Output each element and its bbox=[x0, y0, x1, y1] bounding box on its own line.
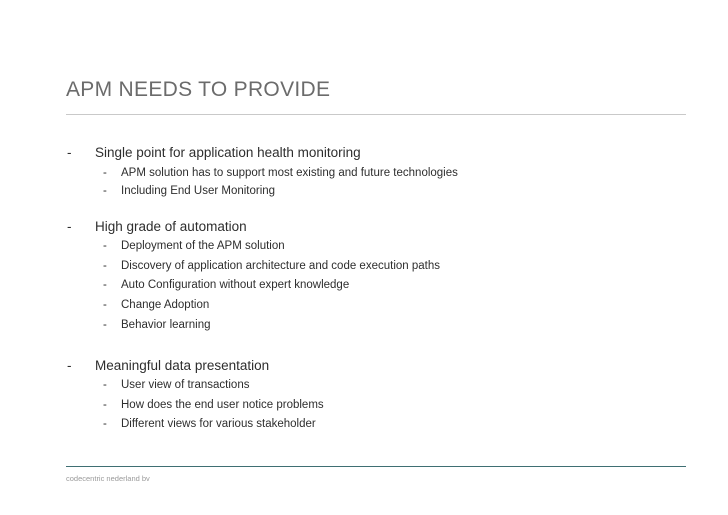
section-1-item-1 bbox=[103, 167, 458, 179]
bullet-dash: - bbox=[103, 185, 107, 197]
bullet-dash: - bbox=[103, 418, 107, 430]
section-2-item-4 bbox=[103, 299, 209, 311]
section-2-item-2-text: Discovery of application architecture and code execution paths bbox=[121, 260, 440, 272]
section-2-item-5-text: Behavior learning bbox=[121, 319, 211, 331]
section-1-item-2-text: Including End User Monitoring bbox=[121, 185, 276, 197]
section-3-bullet bbox=[67, 358, 269, 373]
bullet-dash: - bbox=[103, 260, 107, 272]
section-1-label: Single point for application health monitoring bbox=[95, 145, 361, 160]
section-3-item-3-text: Different views for various stakeholder bbox=[121, 418, 316, 430]
bullet-dash: - bbox=[67, 358, 72, 373]
section-3-item-2-text: How does the end user notice problems bbox=[121, 399, 324, 411]
section-2-item-3 bbox=[103, 279, 349, 291]
section-1-item-1-text: APM solution has to support most existing and future technologies bbox=[121, 167, 458, 179]
bullet-dash: - bbox=[103, 399, 107, 411]
section-3-label: Meaningful data presentation bbox=[95, 358, 270, 373]
section-2-label: High grade of automation bbox=[95, 219, 247, 234]
section-2-bullet bbox=[67, 219, 247, 234]
section-2-item-5 bbox=[103, 319, 211, 331]
section-3-item-2 bbox=[103, 399, 324, 411]
bullet-dash: - bbox=[103, 167, 107, 179]
section-1-bullet bbox=[67, 145, 361, 160]
bullet-dash: - bbox=[103, 240, 107, 252]
section-2-item-2 bbox=[103, 260, 440, 272]
slide-title: APM NEEDS TO PROVIDE bbox=[66, 78, 331, 101]
section-2-item-4-text: Change Adoption bbox=[121, 299, 210, 311]
section-2-item-1 bbox=[103, 240, 285, 252]
bullet-dash: - bbox=[103, 379, 107, 391]
bullet-dash: - bbox=[103, 319, 107, 331]
bullet-dash: - bbox=[103, 299, 107, 311]
section-2-item-3-text: Auto Configuration without expert knowledge bbox=[121, 279, 350, 291]
footer-divider bbox=[66, 466, 686, 467]
bullet-dash: - bbox=[67, 219, 72, 234]
bullet-dash: - bbox=[103, 279, 107, 291]
section-2-item-1-text: Deployment of the APM solution bbox=[121, 240, 285, 252]
footer-company: codecentric nederland bv bbox=[66, 474, 150, 483]
section-3-item-1-text: User view of transactions bbox=[121, 379, 250, 391]
title-divider bbox=[66, 114, 686, 115]
bullet-dash: - bbox=[67, 145, 72, 160]
section-3-item-1 bbox=[103, 379, 249, 391]
section-3-item-3 bbox=[103, 418, 316, 430]
section-1-item-2 bbox=[103, 185, 275, 197]
